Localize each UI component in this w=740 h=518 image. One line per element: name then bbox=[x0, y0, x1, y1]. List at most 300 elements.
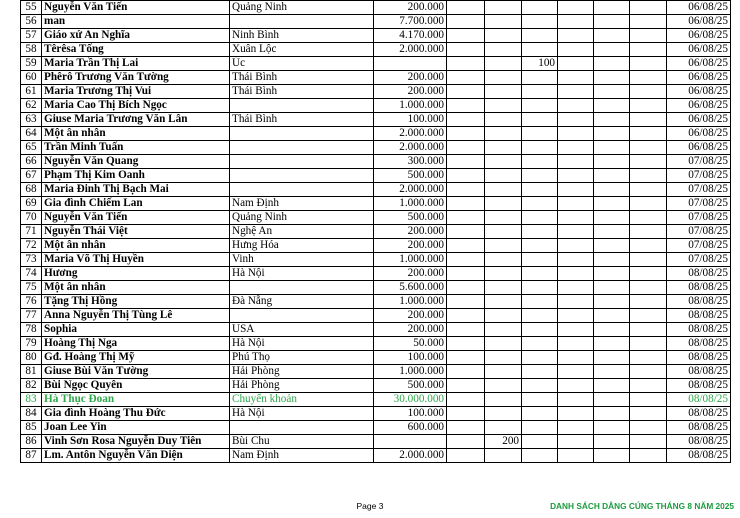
empty-cell bbox=[630, 421, 667, 435]
date: 06/08/25 bbox=[667, 71, 731, 85]
empty-cell bbox=[447, 295, 485, 309]
donor-name: Gia đình Hoàng Thu Đức bbox=[42, 407, 230, 421]
amount-vnd: 1.000.000 bbox=[374, 253, 447, 267]
amount-usd bbox=[485, 85, 522, 99]
row-number: 67 bbox=[21, 169, 42, 183]
amount-other bbox=[522, 379, 558, 393]
amount-usd bbox=[485, 239, 522, 253]
table-row bbox=[21, 337, 731, 351]
row-number: 56 bbox=[21, 15, 42, 29]
empty-cell bbox=[630, 407, 667, 421]
empty-cell bbox=[558, 141, 594, 155]
empty-cell bbox=[447, 281, 485, 295]
empty-cell bbox=[558, 253, 594, 267]
row-number: 65 bbox=[21, 141, 42, 155]
empty-cell bbox=[630, 1, 667, 15]
table-row bbox=[21, 127, 731, 141]
amount-vnd bbox=[374, 57, 447, 71]
amount-vnd: 7.700.000 bbox=[374, 15, 447, 29]
empty-cell bbox=[447, 15, 485, 29]
donor-place bbox=[230, 421, 374, 435]
amount-other bbox=[522, 1, 558, 15]
amount-other bbox=[522, 239, 558, 253]
donor-place: Quảng Ninh bbox=[230, 211, 374, 225]
donor-place: Hải Phòng bbox=[230, 379, 374, 393]
empty-cell bbox=[630, 197, 667, 211]
amount-usd: 200 bbox=[485, 435, 522, 449]
date: 08/08/25 bbox=[667, 365, 731, 379]
amount-vnd: 100.000 bbox=[374, 113, 447, 127]
empty-cell bbox=[630, 309, 667, 323]
donor-name: Maria Trần Thị Lai bbox=[42, 57, 230, 71]
donor-name: Nguyễn Văn Quang bbox=[42, 155, 230, 169]
empty-cell bbox=[594, 435, 630, 449]
empty-cell bbox=[594, 43, 630, 57]
empty-cell bbox=[447, 449, 485, 463]
row-number: 73 bbox=[21, 253, 42, 267]
amount-usd bbox=[485, 421, 522, 435]
date: 07/08/25 bbox=[667, 239, 731, 253]
date: 07/08/25 bbox=[667, 183, 731, 197]
amount-other bbox=[522, 309, 558, 323]
donor-name: Một ân nhân bbox=[42, 239, 230, 253]
amount-other bbox=[522, 99, 558, 113]
empty-cell bbox=[447, 365, 485, 379]
empty-cell bbox=[447, 309, 485, 323]
amount-other bbox=[522, 365, 558, 379]
empty-cell bbox=[630, 393, 667, 407]
amount-vnd: 200.000 bbox=[374, 267, 447, 281]
amount-other bbox=[522, 15, 558, 29]
table-row bbox=[21, 421, 731, 435]
row-number: 76 bbox=[21, 295, 42, 309]
table-row bbox=[21, 365, 731, 379]
amount-usd bbox=[485, 127, 522, 141]
amount-other bbox=[522, 29, 558, 43]
amount-vnd: 2.000.000 bbox=[374, 183, 447, 197]
empty-cell bbox=[447, 155, 485, 169]
amount-usd bbox=[485, 295, 522, 309]
donor-place bbox=[230, 309, 374, 323]
empty-cell bbox=[630, 239, 667, 253]
table-row bbox=[21, 323, 731, 337]
amount-vnd: 2.000.000 bbox=[374, 127, 447, 141]
amount-usd bbox=[485, 29, 522, 43]
empty-cell bbox=[594, 407, 630, 421]
empty-cell bbox=[630, 15, 667, 29]
donor-name: Giuse Maria Trương Văn Lân bbox=[42, 113, 230, 127]
table-row bbox=[21, 435, 731, 449]
empty-cell bbox=[594, 57, 630, 71]
empty-cell bbox=[447, 113, 485, 127]
date: 08/08/25 bbox=[667, 323, 731, 337]
empty-cell bbox=[630, 99, 667, 113]
amount-other bbox=[522, 281, 558, 295]
amount-vnd bbox=[374, 435, 447, 449]
amount-other bbox=[522, 127, 558, 141]
amount-vnd: 100.000 bbox=[374, 351, 447, 365]
date: 07/08/25 bbox=[667, 225, 731, 239]
donor-place: Hà Nội bbox=[230, 337, 374, 351]
amount-vnd: 4.170.000 bbox=[374, 29, 447, 43]
amount-vnd: 100.000 bbox=[374, 407, 447, 421]
date: 08/08/25 bbox=[667, 449, 731, 463]
empty-cell bbox=[594, 183, 630, 197]
table-row bbox=[21, 309, 731, 323]
empty-cell bbox=[594, 379, 630, 393]
empty-cell bbox=[594, 127, 630, 141]
amount-vnd: 500.000 bbox=[374, 211, 447, 225]
amount-other bbox=[522, 113, 558, 127]
amount-usd bbox=[485, 71, 522, 85]
empty-cell bbox=[594, 29, 630, 43]
empty-cell bbox=[594, 253, 630, 267]
empty-cell bbox=[447, 85, 485, 99]
table-row bbox=[21, 351, 731, 365]
amount-usd bbox=[485, 253, 522, 267]
empty-cell bbox=[630, 295, 667, 309]
empty-cell bbox=[594, 449, 630, 463]
donor-name: Bùi Ngọc Quyên bbox=[42, 379, 230, 393]
empty-cell bbox=[447, 43, 485, 57]
amount-vnd: 2.000.000 bbox=[374, 449, 447, 463]
empty-cell bbox=[558, 393, 594, 407]
amount-vnd: 30.000.000 bbox=[374, 393, 447, 407]
empty-cell bbox=[558, 225, 594, 239]
amount-other bbox=[522, 421, 558, 435]
empty-cell bbox=[630, 127, 667, 141]
empty-cell bbox=[447, 323, 485, 337]
table-row bbox=[21, 169, 731, 183]
donor-name: Nguyễn Thái Việt bbox=[42, 225, 230, 239]
amount-vnd: 200.000 bbox=[374, 225, 447, 239]
donor-name: Giuse Bùi Văn Tường bbox=[42, 365, 230, 379]
donor-name: Phêrô Trương Văn Tường bbox=[42, 71, 230, 85]
row-number: 83 bbox=[21, 393, 42, 407]
empty-cell bbox=[447, 379, 485, 393]
date: 06/08/25 bbox=[667, 99, 731, 113]
date: 07/08/25 bbox=[667, 211, 731, 225]
row-number: 69 bbox=[21, 197, 42, 211]
empty-cell bbox=[630, 211, 667, 225]
empty-cell bbox=[447, 337, 485, 351]
donor-name: Lm. Antôn Nguyễn Văn Diện bbox=[42, 449, 230, 463]
empty-cell bbox=[558, 29, 594, 43]
empty-cell bbox=[447, 393, 485, 407]
amount-usd bbox=[485, 141, 522, 155]
amount-vnd: 200.000 bbox=[374, 323, 447, 337]
date: 08/08/25 bbox=[667, 337, 731, 351]
empty-cell bbox=[630, 169, 667, 183]
row-number: 77 bbox=[21, 309, 42, 323]
donor-place bbox=[230, 169, 374, 183]
donor-name: Giáo xứ An Nghĩa bbox=[42, 29, 230, 43]
date: 06/08/25 bbox=[667, 29, 731, 43]
donor-name: Trần Minh Tuấn bbox=[42, 141, 230, 155]
empty-cell bbox=[630, 113, 667, 127]
amount-usd bbox=[485, 155, 522, 169]
amount-other bbox=[522, 407, 558, 421]
amount-other bbox=[522, 197, 558, 211]
date: 06/08/25 bbox=[667, 43, 731, 57]
donor-name: Anna Nguyễn Thị Tùng Lê bbox=[42, 309, 230, 323]
date: 08/08/25 bbox=[667, 295, 731, 309]
table-row bbox=[21, 211, 731, 225]
donor-place: Quảng Ninh bbox=[230, 1, 374, 15]
table-row bbox=[21, 393, 731, 407]
amount-vnd: 50.000 bbox=[374, 337, 447, 351]
empty-cell bbox=[594, 281, 630, 295]
row-number: 55 bbox=[21, 1, 42, 15]
empty-cell bbox=[594, 267, 630, 281]
amount-usd bbox=[485, 1, 522, 15]
empty-cell bbox=[447, 211, 485, 225]
donor-name: Hoàng Thị Nga bbox=[42, 337, 230, 351]
empty-cell bbox=[447, 141, 485, 155]
amount-vnd: 5.600.000 bbox=[374, 281, 447, 295]
empty-cell bbox=[558, 197, 594, 211]
date: 08/08/25 bbox=[667, 407, 731, 421]
amount-other bbox=[522, 211, 558, 225]
row-number: 81 bbox=[21, 365, 42, 379]
donor-place: Ninh Bình bbox=[230, 29, 374, 43]
amount-usd bbox=[485, 99, 522, 113]
empty-cell bbox=[630, 351, 667, 365]
empty-cell bbox=[630, 435, 667, 449]
row-number: 64 bbox=[21, 127, 42, 141]
amount-vnd: 2.000.000 bbox=[374, 141, 447, 155]
donor-place: Nghệ An bbox=[230, 225, 374, 239]
amount-usd bbox=[485, 309, 522, 323]
empty-cell bbox=[594, 421, 630, 435]
empty-cell bbox=[447, 239, 485, 253]
empty-cell bbox=[558, 113, 594, 127]
amount-vnd: 200.000 bbox=[374, 239, 447, 253]
date: 07/08/25 bbox=[667, 169, 731, 183]
empty-cell bbox=[558, 323, 594, 337]
table-row bbox=[21, 281, 731, 295]
empty-cell bbox=[594, 85, 630, 99]
table-row bbox=[21, 183, 731, 197]
donor-name: Nguyễn Văn Tiến bbox=[42, 211, 230, 225]
empty-cell bbox=[630, 281, 667, 295]
donor-name: Maria Võ Thị Huyền bbox=[42, 253, 230, 267]
donor-name: Hà Thục Đoan bbox=[42, 393, 230, 407]
table-row bbox=[21, 1, 731, 15]
date: 08/08/25 bbox=[667, 281, 731, 295]
empty-cell bbox=[594, 141, 630, 155]
empty-cell bbox=[447, 71, 485, 85]
donor-place: USA bbox=[230, 323, 374, 337]
empty-cell bbox=[630, 267, 667, 281]
amount-usd bbox=[485, 113, 522, 127]
empty-cell bbox=[594, 71, 630, 85]
row-number: 85 bbox=[21, 421, 42, 435]
donor-place: Hải Phòng bbox=[230, 365, 374, 379]
empty-cell bbox=[594, 309, 630, 323]
empty-cell bbox=[447, 421, 485, 435]
donor-name: Maria Cao Thị Bích Ngọc bbox=[42, 99, 230, 113]
amount-other bbox=[522, 225, 558, 239]
date: 06/08/25 bbox=[667, 57, 731, 71]
donor-place bbox=[230, 99, 374, 113]
donor-place bbox=[230, 15, 374, 29]
amount-other: 100 bbox=[522, 57, 558, 71]
amount-usd bbox=[485, 365, 522, 379]
amount-usd bbox=[485, 183, 522, 197]
empty-cell bbox=[630, 225, 667, 239]
donor-place: Úc bbox=[230, 57, 374, 71]
amount-usd bbox=[485, 57, 522, 71]
date: 08/08/25 bbox=[667, 435, 731, 449]
empty-cell bbox=[558, 155, 594, 169]
row-number: 74 bbox=[21, 267, 42, 281]
empty-cell bbox=[558, 267, 594, 281]
donor-place bbox=[230, 127, 374, 141]
amount-vnd: 1.000.000 bbox=[374, 197, 447, 211]
empty-cell bbox=[558, 99, 594, 113]
empty-cell bbox=[630, 141, 667, 155]
table-row bbox=[21, 71, 731, 85]
amount-other bbox=[522, 295, 558, 309]
amount-usd bbox=[485, 197, 522, 211]
empty-cell bbox=[447, 267, 485, 281]
donor-name: Tặng Thị Hồng bbox=[42, 295, 230, 309]
table-row bbox=[21, 141, 731, 155]
empty-cell bbox=[558, 169, 594, 183]
amount-other bbox=[522, 141, 558, 155]
row-number: 84 bbox=[21, 407, 42, 421]
table-row bbox=[21, 379, 731, 393]
row-number: 71 bbox=[21, 225, 42, 239]
page-number: Page 3 bbox=[356, 501, 384, 511]
amount-other bbox=[522, 71, 558, 85]
amount-vnd: 300.000 bbox=[374, 155, 447, 169]
amount-usd bbox=[485, 351, 522, 365]
donor-place bbox=[230, 281, 374, 295]
row-number: 61 bbox=[21, 85, 42, 99]
donor-place: Vinh bbox=[230, 253, 374, 267]
amount-usd bbox=[485, 267, 522, 281]
empty-cell bbox=[594, 393, 630, 407]
empty-cell bbox=[594, 113, 630, 127]
empty-cell bbox=[447, 127, 485, 141]
donor-place: Thái Bình bbox=[230, 113, 374, 127]
amount-usd bbox=[485, 379, 522, 393]
empty-cell bbox=[594, 15, 630, 29]
empty-cell bbox=[558, 407, 594, 421]
amount-other bbox=[522, 435, 558, 449]
amount-usd bbox=[485, 449, 522, 463]
amount-usd bbox=[485, 169, 522, 183]
empty-cell bbox=[558, 295, 594, 309]
amount-vnd: 1.000.000 bbox=[374, 99, 447, 113]
empty-cell bbox=[558, 435, 594, 449]
empty-cell bbox=[447, 99, 485, 113]
amount-other bbox=[522, 267, 558, 281]
date: 06/08/25 bbox=[667, 1, 731, 15]
empty-cell bbox=[594, 337, 630, 351]
donor-place: Thái Bình bbox=[230, 85, 374, 99]
footer-title: DANH SÁCH DÂNG CÚNG THÁNG 8 NĂM 2025 bbox=[550, 501, 734, 511]
table-row bbox=[21, 407, 731, 421]
row-number: 63 bbox=[21, 113, 42, 127]
donor-place: Chuyển khoản bbox=[230, 393, 374, 407]
amount-vnd: 200.000 bbox=[374, 71, 447, 85]
empty-cell bbox=[558, 379, 594, 393]
amount-vnd: 2.000.000 bbox=[374, 43, 447, 57]
row-number: 62 bbox=[21, 99, 42, 113]
amount-other bbox=[522, 337, 558, 351]
amount-usd bbox=[485, 407, 522, 421]
empty-cell bbox=[558, 239, 594, 253]
amount-other bbox=[522, 393, 558, 407]
empty-cell bbox=[594, 99, 630, 113]
empty-cell bbox=[594, 351, 630, 365]
table-row bbox=[21, 449, 731, 463]
amount-usd bbox=[485, 281, 522, 295]
empty-cell bbox=[447, 435, 485, 449]
empty-cell bbox=[594, 295, 630, 309]
empty-cell bbox=[558, 281, 594, 295]
row-number: 75 bbox=[21, 281, 42, 295]
table-row bbox=[21, 57, 731, 71]
amount-other bbox=[522, 155, 558, 169]
empty-cell bbox=[558, 421, 594, 435]
amount-vnd: 200.000 bbox=[374, 309, 447, 323]
row-number: 57 bbox=[21, 29, 42, 43]
amount-usd bbox=[485, 323, 522, 337]
date: 08/08/25 bbox=[667, 351, 731, 365]
amount-usd bbox=[485, 225, 522, 239]
empty-cell bbox=[558, 43, 594, 57]
row-number: 87 bbox=[21, 449, 42, 463]
date: 08/08/25 bbox=[667, 267, 731, 281]
empty-cell bbox=[630, 337, 667, 351]
date: 06/08/25 bbox=[667, 113, 731, 127]
amount-vnd: 500.000 bbox=[374, 169, 447, 183]
amount-other bbox=[522, 169, 558, 183]
empty-cell bbox=[558, 85, 594, 99]
date: 06/08/25 bbox=[667, 15, 731, 29]
empty-cell bbox=[558, 57, 594, 71]
empty-cell bbox=[558, 365, 594, 379]
empty-cell bbox=[447, 29, 485, 43]
date: 06/08/25 bbox=[667, 141, 731, 155]
empty-cell bbox=[558, 71, 594, 85]
row-number: 78 bbox=[21, 323, 42, 337]
donor-place: Đà Nẵng bbox=[230, 295, 374, 309]
empty-cell bbox=[447, 169, 485, 183]
row-number: 86 bbox=[21, 435, 42, 449]
donation-table bbox=[20, 0, 731, 463]
amount-other bbox=[522, 85, 558, 99]
date: 06/08/25 bbox=[667, 127, 731, 141]
row-number: 59 bbox=[21, 57, 42, 71]
amount-vnd: 1.000.000 bbox=[374, 295, 447, 309]
empty-cell bbox=[594, 225, 630, 239]
table-row bbox=[21, 295, 731, 309]
empty-cell bbox=[630, 365, 667, 379]
empty-cell bbox=[594, 1, 630, 15]
empty-cell bbox=[447, 225, 485, 239]
table-row bbox=[21, 113, 731, 127]
table-row bbox=[21, 85, 731, 99]
donor-name: Hương bbox=[42, 267, 230, 281]
empty-cell bbox=[630, 379, 667, 393]
date: 08/08/25 bbox=[667, 309, 731, 323]
donor-place: Hà Nội bbox=[230, 267, 374, 281]
